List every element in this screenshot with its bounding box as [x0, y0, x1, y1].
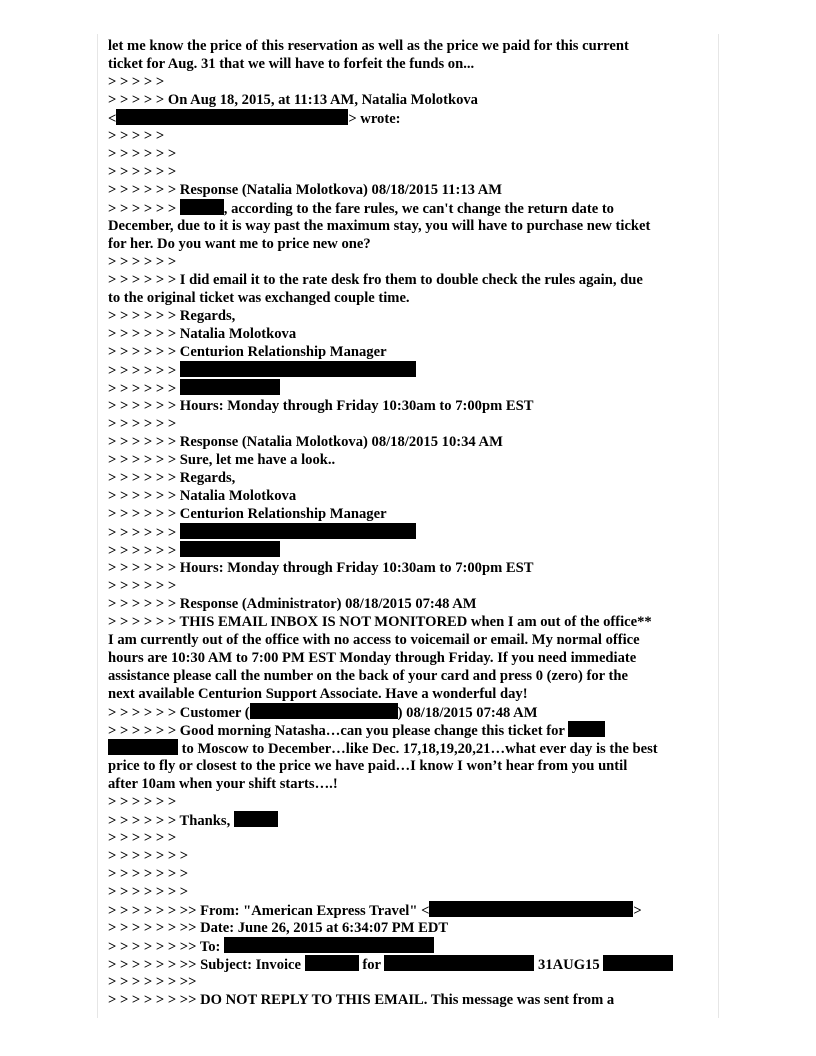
text-line [108, 991, 710, 1009]
redaction-block [384, 955, 534, 971]
text: 31AUG15 [538, 957, 600, 973]
quote-prefix: > > > > > > [108, 434, 177, 450]
redaction-block [180, 379, 280, 395]
text-line [108, 361, 710, 379]
text-line [108, 577, 710, 595]
quote-prefix: > > > > > > > [108, 866, 189, 882]
text: Good morning Natasha…can you please change this ticket for [179, 723, 565, 739]
text-line [108, 163, 710, 181]
quote-prefix: > > > > > [108, 92, 165, 108]
quote-prefix: > > > > > > [108, 506, 177, 522]
text-line [108, 703, 710, 721]
text: Response (Administrator) 08/18/2015 07:48 AM [179, 596, 477, 612]
text: Thanks, [179, 813, 231, 829]
redaction-block [224, 937, 434, 953]
text: < [108, 111, 117, 127]
text: Natalia Molotkova [179, 488, 297, 504]
quote-prefix: > > > > > > [108, 830, 177, 846]
redaction-block [180, 541, 280, 557]
text: after 10am when your shift starts….! [108, 776, 338, 792]
text-line [108, 235, 710, 253]
quote-prefix: > > > > > > [108, 543, 177, 559]
text-line [108, 271, 710, 289]
text: Response (Natalia Molotkova) 08/18/2015 11:13 AM [179, 182, 503, 198]
text: > [633, 903, 642, 919]
quote-prefix: > > > > > > [108, 254, 177, 270]
text-line [108, 379, 710, 397]
redaction-block [603, 955, 673, 971]
redaction-block [250, 703, 398, 719]
text-line [108, 469, 710, 487]
text: I am currently out of the office with no access to voicemail or email. My normal office [108, 632, 640, 648]
quote-prefix: > > > > > > [108, 578, 177, 594]
quote-prefix: > > > > > > [108, 398, 177, 414]
text: > wrote: [348, 111, 401, 127]
redaction-block [180, 361, 416, 377]
redaction-block [180, 523, 416, 539]
text-line [108, 937, 710, 955]
quote-prefix: > > > > > > [108, 164, 177, 180]
quote-prefix: > > > > > > [108, 308, 177, 324]
text: December, due to it is way past the maximum stay, you will have to purchase new ticket [108, 218, 651, 234]
text: price to fly or closest to the price we have paid…I know I won’t hear from you until [108, 758, 628, 774]
quote-prefix: > > > > > > >> [108, 974, 197, 990]
text: for [362, 957, 381, 973]
text-line [108, 847, 710, 865]
text-line [108, 199, 710, 217]
text-line [108, 883, 710, 901]
text: Response (Natalia Molotkova) 08/18/2015 10:34 AM [179, 434, 503, 450]
text-line [108, 451, 710, 469]
quote-prefix: > > > > > > [108, 705, 177, 721]
text-line [108, 307, 710, 325]
text-line [108, 55, 710, 73]
quote-prefix: > > > > > > [108, 326, 177, 342]
quote-prefix: > > > > > > [108, 272, 177, 288]
quote-prefix: > > > > > > [108, 201, 177, 217]
quote-prefix: > > > > > > >> [108, 939, 197, 955]
text: Date: June 26, 2015 at 6:34:07 PM EDT [200, 920, 449, 936]
redaction-block [305, 955, 359, 971]
text-line [108, 217, 710, 235]
text: , according to the fare rules, we can't change the return date to [223, 201, 614, 217]
quote-prefix: > > > > > > [108, 596, 177, 612]
text-line [108, 433, 710, 451]
quote-prefix: > > > > > > [108, 525, 177, 541]
text-line [108, 73, 710, 91]
text-line [108, 145, 710, 163]
text-line [108, 793, 710, 811]
text-line [108, 649, 710, 667]
text-line [108, 811, 710, 829]
quote-prefix: > > > > > [108, 74, 165, 90]
redaction-block [180, 199, 224, 215]
redaction-block [116, 109, 348, 125]
quote-prefix: > > > > > > >> [108, 920, 197, 936]
text-line [108, 685, 710, 703]
text: Regards, [179, 470, 236, 486]
text-line [108, 829, 710, 847]
text-line [108, 559, 710, 577]
text: to the original ticket was exchanged couple time. [108, 290, 410, 306]
quote-prefix: > > > > > > [108, 452, 177, 468]
quote-prefix: > > > > > > [108, 614, 177, 630]
text: Centurion Relationship Manager [179, 506, 387, 522]
quote-prefix: > > > > > > >> [108, 992, 197, 1008]
redaction-block [234, 811, 278, 827]
quote-prefix: > > > > > [108, 128, 165, 144]
text-line [108, 721, 710, 739]
text-line [108, 541, 710, 559]
text: for her. Do you want me to price new one? [108, 236, 371, 252]
text-line [108, 973, 710, 991]
text-line [108, 181, 710, 199]
text-line [108, 127, 710, 145]
text: Hours: Monday through Friday 10:30am to 7:00pm EST [179, 560, 534, 576]
text: THIS EMAIL INBOX IS NOT MONITORED when I am out of the office** [179, 614, 652, 630]
text: To: [199, 939, 221, 955]
text-line [108, 343, 710, 361]
quote-prefix: > > > > > > [108, 723, 177, 739]
redaction-block [429, 901, 633, 917]
text: ticket for Aug. 31 that we will have to forfeit the funds on... [108, 56, 475, 72]
text-line [108, 37, 710, 55]
quote-prefix: > > > > > > [108, 560, 177, 576]
text-line [108, 775, 710, 793]
text: assistance please call the number on the back of your card and press 0 (zero) for the [108, 668, 628, 684]
text-line [108, 397, 710, 415]
text: next available Centurion Support Associate. Have a wonderful day! [108, 686, 528, 702]
quote-prefix: > > > > > > [108, 470, 177, 486]
email-document [108, 37, 710, 1009]
quote-prefix: > > > > > > >> [108, 903, 197, 919]
quote-prefix: > > > > > > [108, 182, 177, 198]
quote-prefix: > > > > > > [108, 363, 177, 379]
text-line [108, 757, 710, 775]
redaction-block [568, 721, 605, 737]
text-line [108, 919, 710, 937]
text: On Aug 18, 2015, at 11:13 AM, Natalia Molotkova [167, 92, 478, 108]
text: Customer ( [179, 705, 250, 721]
text-line [108, 109, 710, 127]
text-line [108, 487, 710, 505]
text-line [108, 595, 710, 613]
text-line [108, 91, 710, 109]
quote-prefix: > > > > > > [108, 488, 177, 504]
text: Subject: Invoice [200, 957, 302, 973]
redaction-block [108, 739, 178, 755]
quote-prefix: > > > > > > [108, 813, 177, 829]
text-line [108, 505, 710, 523]
quote-prefix: > > > > > > > [108, 884, 189, 900]
text: Natalia Molotkova [179, 326, 297, 342]
text: I did email it to the rate desk fro them to double check the rules again, due [179, 272, 643, 288]
text: ) 08/18/2015 07:48 AM [397, 705, 538, 721]
text-line [108, 613, 710, 631]
quote-prefix: > > > > > > [108, 416, 177, 432]
quote-prefix: > > > > > > > [108, 848, 189, 864]
quote-prefix: > > > > > > [108, 146, 177, 162]
text-line [108, 325, 710, 343]
text: to Moscow to December…like Dec. 17,18,19,20,21…what ever day is the best [181, 741, 658, 757]
text-line [108, 289, 710, 307]
quote-prefix: > > > > > > [108, 344, 177, 360]
text: let me know the price of this reservation as well as the price we paid for this current [108, 38, 629, 54]
text-line [108, 901, 710, 919]
text-line [108, 415, 710, 433]
text-line [108, 955, 710, 973]
text: Sure, let me have a look.. [179, 452, 336, 468]
text-line [108, 631, 710, 649]
text: hours are 10:30 AM to 7:00 PM EST Monday through Friday. If you need immediate [108, 650, 637, 666]
text: Centurion Relationship Manager [179, 344, 387, 360]
quote-prefix: > > > > > > >> [108, 957, 197, 973]
text: From: "American Express Travel" < [200, 903, 430, 919]
text-line [108, 865, 710, 883]
text-line [108, 523, 710, 541]
text: Regards, [179, 308, 236, 324]
quote-prefix: > > > > > > [108, 381, 177, 397]
text-line [108, 253, 710, 271]
text: DO NOT REPLY TO THIS EMAIL. This message was sent from a [200, 992, 615, 1008]
quote-prefix: > > > > > > [108, 794, 177, 810]
text-line [108, 739, 710, 757]
text-line [108, 667, 710, 685]
text: Hours: Monday through Friday 10:30am to 7:00pm EST [179, 398, 534, 414]
